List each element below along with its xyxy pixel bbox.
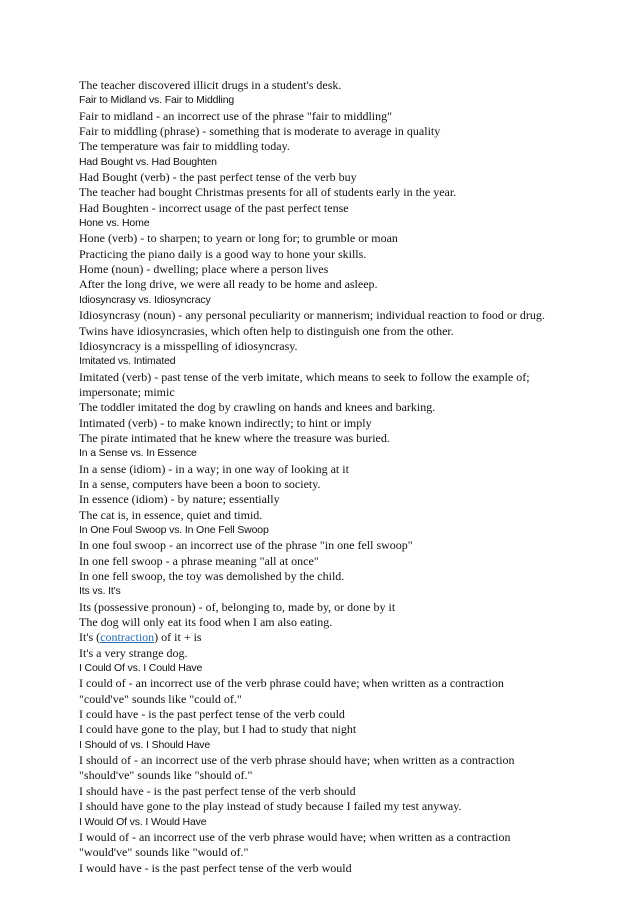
section-heading: I Could Of vs. I Could Have: [79, 662, 203, 675]
text-line: Fair to middling (phrase) - something that is moderate to average in quality: [79, 124, 441, 139]
section-heading: Its vs. It's: [79, 585, 121, 598]
text-line: The dog will only eat its food when I am also eating.: [79, 615, 333, 630]
section-heading: I Would Of vs. I Would Have: [79, 815, 207, 828]
text-line: I should have gone to the play instead of study because I failed my test anyway.: [79, 799, 462, 814]
text-line: In one foul swoop - an incorrect use of the phrase "in one fell swoop": [79, 538, 413, 553]
text-line: Intimated (verb) - to make known indirectly; to hint or imply: [79, 415, 372, 430]
document-page: [79, 78, 599, 876]
text-line: The temperature was fair to middling today.: [79, 139, 290, 154]
text-line: I should have - is the past perfect tense of the verb should: [79, 783, 356, 798]
text-line: "could've" sounds like "could of.": [79, 691, 242, 706]
text-line: The teacher had bought Christmas presents for all of students early in the year.: [79, 185, 457, 200]
text-line: "should've" sounds like "should of.": [79, 768, 253, 783]
text-line: I could of - an incorrect use of the verb phrase could have; when written as a contraction: [79, 676, 504, 691]
text-line: After the long drive, we were all ready to be home and asleep.: [79, 277, 378, 292]
text-line: impersonate; mimic: [79, 384, 175, 399]
text-fragment: ) of it + is: [154, 630, 202, 645]
text-line: In a sense (idiom) - in a way; in one way of looking at it: [79, 461, 349, 476]
text-line: Fair to midland - an incorrect use of the phrase "fair to middling": [79, 108, 393, 123]
text-fragment: It's (: [79, 630, 101, 645]
text-line: In one fell swoop - a phrase meaning "all at once": [79, 553, 319, 568]
text-line: Twins have idiosyncrasies, which often help to distinguish one from the other.: [79, 323, 454, 338]
contraction-link[interactable]: contraction: [100, 630, 155, 645]
section-heading: Had Bought vs. Had Boughten: [79, 155, 217, 168]
section-heading: I Should of vs. I Should Have: [79, 738, 211, 751]
text-line: In essence (idiom) - by nature; essentially: [79, 492, 280, 507]
text-line: The pirate intimated that he knew where the treasure was buried.: [79, 430, 390, 445]
text-line: I could have gone to the play, but I had to study that night: [79, 722, 357, 737]
text-line: I should of - an incorrect use of the verb phrase should have; when written as a contraction: [79, 753, 515, 768]
text-line: Had Bought (verb) - the past perfect tense of the verb buy: [79, 170, 357, 185]
text-line: Idiosyncracy is a misspelling of idiosyncrasy.: [79, 338, 298, 353]
text-line: "would've" sounds like "would of.": [79, 845, 249, 860]
section-heading: In One Foul Swoop vs. In One Fell Swoop: [79, 523, 269, 536]
text-line: Home (noun) - dwelling; place where a person lives: [79, 262, 329, 277]
text-line: I would have - is the past perfect tense of the verb would: [79, 860, 352, 875]
section-heading: Imitated vs. Intimated: [79, 355, 176, 368]
text-line: Idiosyncrasy (noun) - any personal peculiarity or mannerism; individual reaction to food or drug.: [79, 308, 545, 323]
section-heading: Idiosyncrasy vs. Idiosyncracy: [79, 293, 211, 306]
text-line: Had Boughten - incorrect usage of the past perfect tense: [79, 200, 349, 215]
text-line: The toddler imitated the dog by crawling on hands and knees and barking.: [79, 400, 436, 415]
text-line: [79, 630, 599, 645]
text-line: Imitated (verb) - past tense of the verb imitate, which means to seek to follow the example of;: [79, 369, 530, 384]
text-line: The cat is, in essence, quiet and timid.: [79, 507, 263, 522]
section-heading: In a Sense vs. In Essence: [79, 447, 197, 460]
text-line: It's a very strange dog.: [79, 645, 188, 660]
text-line: I could have - is the past perfect tense of the verb could: [79, 707, 345, 722]
text-line: The teacher discovered illicit drugs in a student's desk.: [79, 78, 342, 92]
section-heading: Fair to Midland vs. Fair to Middling: [79, 94, 235, 107]
text-line: Hone (verb) - to sharpen; to yearn or long for; to grumble or moan: [79, 231, 398, 246]
text-line: I would of - an incorrect use of the verb phrase would have; when written as a contraction: [79, 829, 511, 844]
section-heading: Hone vs. Home: [79, 217, 150, 230]
text-line: Its (possessive pronoun) - of, belonging to, made by, or done by it: [79, 599, 396, 614]
text-line: In one fell swoop, the toy was demolished by the child.: [79, 569, 345, 583]
text-line: Practicing the piano daily is a good way to hone your skills.: [79, 246, 367, 261]
text-line: In a sense, computers have been a boon to society.: [79, 476, 321, 491]
